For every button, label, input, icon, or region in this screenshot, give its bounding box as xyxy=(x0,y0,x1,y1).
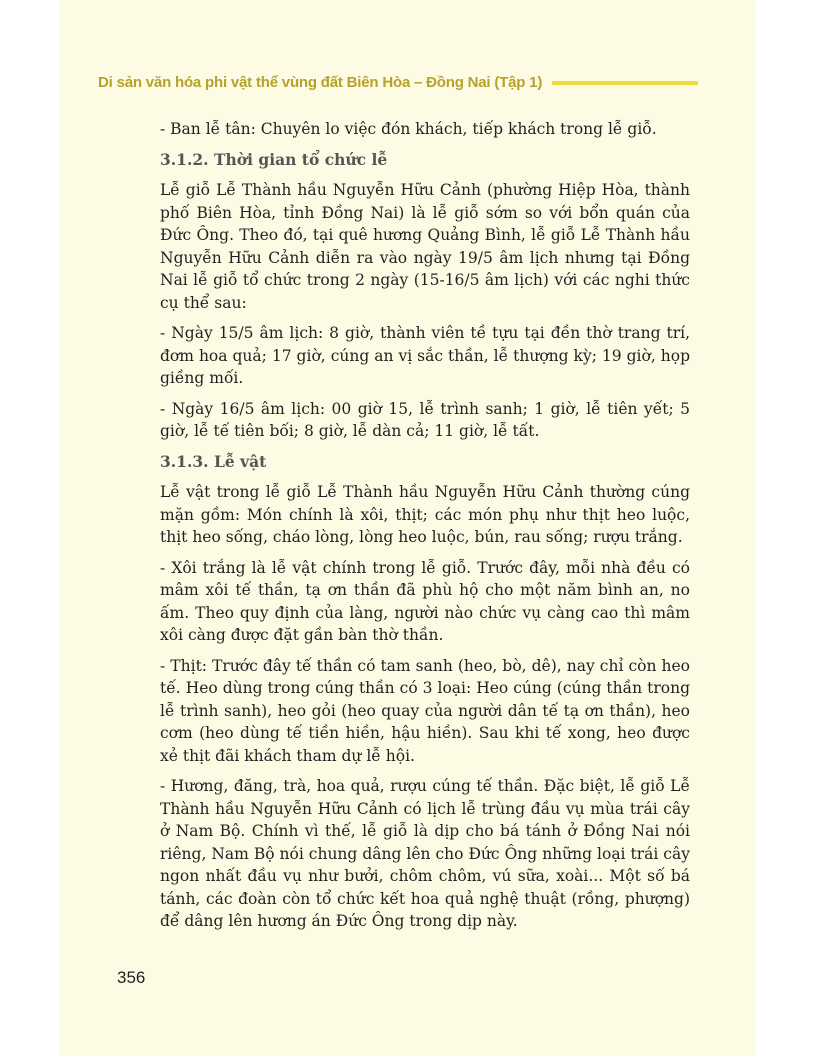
paragraph-time-intro: Lễ giỗ Lễ Thành hầu Nguyễn Hữu Cảnh (phường Hiệp Hòa, thành phố Biên Hòa, tỉnh Đồng Nai) là lễ giỗ sớm so với bổn quán của Đức Ông. Theo đó, tại quê hương Quảng Bình, lễ giỗ Lễ Thành hầu Nguyễn Hữu Cảnh diễn ra vào ngày 19/5 âm lịch nhưng tại Đồng Nai lễ giỗ tổ chức trong 2 ngày (15-16/5 âm lịch) với các nghi thức cụ thể sau: xyxy=(160,181,690,312)
paragraph-incense-fruit: - Hương, đăng, trà, hoa quả, rượu cúng tế thần. Đặc biệt, lễ giỗ Lễ Thành hầu Nguyễn Hữu Cảnh có lịch lễ trùng đầu vụ mùa trái cây ở Nam Bộ. Chính vì thế, lễ giỗ là dịp cho bá tánh ở Đồng Nai nói riêng, Nam Bộ nói chung dâng lên cho Đức Ông những loại trái cây ngon nhất đầu vụ như bưởi, chôm chôm, vú sữa, xoài... Một số bá tánh, các đoàn còn tổ chức kết hoa quả nghệ thuật (rồng, phượng) để dâng lên hương án Đức Ông trong dịp này. xyxy=(160,777,690,930)
paragraph-meat: - Thịt: Trước đây tế thần có tam sanh (heo, bò, dê), nay chỉ còn heo tế. Heo dùng trong cúng thần có 3 loại: Heo cúng (cúng thần trong lễ trình sanh), heo gỏi (heo quay của người dân tế tạ ơn thần), heo cơm (heo dùng tế tiền hiền, hậu hiền). Sau khi tế xong, heo được xẻ thịt đãi khách tham dự lễ hội. xyxy=(160,656,690,765)
paragraph-day-15: - Ngày 15/5 âm lịch: 8 giờ, thành viên tề tựu tại đền thờ trang trí, đơm hoa quả; 17 giờ, cúng an vị sắc thần, lễ thượng kỳ; 19 giờ, họp giềng mối. xyxy=(160,324,690,387)
header-title: Di sản văn hóa phi vật thể vùng đất Biên Hòa – Đồng Nai (Tập 1) xyxy=(98,73,543,91)
heading-time: 3.1.2. Thời gian tổ chức lễ xyxy=(160,149,388,169)
body-text xyxy=(160,118,690,941)
paragraph-day-16: - Ngày 16/5 âm lịch: 00 giờ 15, lễ trình sanh; 1 giờ, lễ tiên yết; 5 giờ, lễ tế tiên bối; 8 giờ, lễ dàn cả; 11 giờ, lễ tất. xyxy=(160,399,690,440)
heading-offerings: 3.1.3. Lễ vật xyxy=(160,451,267,471)
running-header xyxy=(98,70,698,94)
page-number: 356 xyxy=(117,968,146,987)
paragraph-reception: - Ban lễ tân: Chuyên lo việc đón khách, tiếp khách trong lễ giỗ. xyxy=(160,120,657,138)
paragraph-sticky-rice: - Xôi trắng là lễ vật chính trong lễ giỗ. Trước đây, mỗi nhà đều có mâm xôi tế thần, tạ ơn thần đã phù hộ cho một năm bình an, no ấm. Theo quy định của làng, người nào chức vụ càng cao thì mâm xôi càng được đặt gần bàn thờ thần. xyxy=(160,558,690,644)
paragraph-offerings-intro: Lễ vật trong lễ giỗ Lễ Thành hầu Nguyễn Hữu Cảnh thường cúng mặn gồm: Món chính là xôi, thịt; các món phụ như thịt heo luộc, thịt heo sống, cháo lòng, lòng heo luộc, bún, rau sống; rượu trắng. xyxy=(160,483,690,546)
header-rule xyxy=(552,81,698,85)
